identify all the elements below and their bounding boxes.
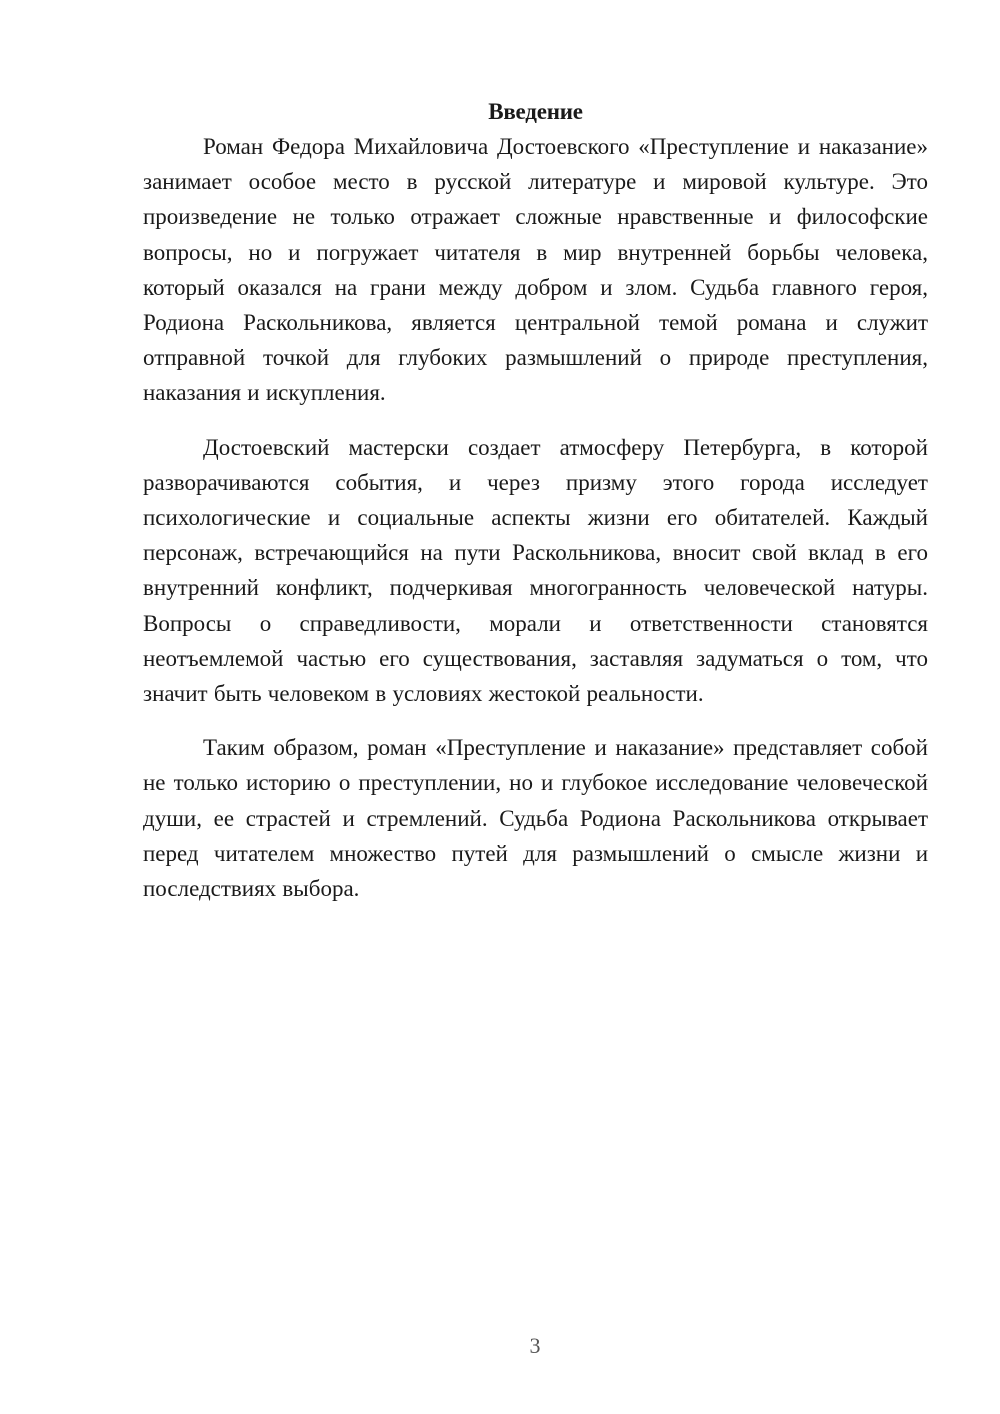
paragraph-3: Таким образом, роман «Преступление и наказание» представляет собой не только историю о преступлении, но и глубокое исследование человеческой души, ее страстей и стремлений. Судьба Родиона Раскольникова открывает перед читателем множество путей для размышлений о смысле жизни и последствиях выбора. bbox=[143, 735, 928, 902]
section-heading: Введение bbox=[488, 99, 583, 124]
page-number: 3 bbox=[529, 1333, 541, 1358]
paragraph-1: Роман Федора Михайловича Достоевского «Преступление и наказание» занимает особое место в русской литературе и мировой культуре. Это произведение не только отражает сложные нравственные и философские вопросы, но и погружает читателя в мир внутренней борьбы человека, который оказался на грани между добром и злом. Судьба главного героя, Родиона Раскольникова, является центральной темой романа и служит отправной точкой для глубоких размышлений о природе преступления, наказания и искупления. bbox=[143, 134, 928, 406]
page-content bbox=[143, 94, 928, 906]
paragraph-2: Достоевский мастерски создает атмосферу Петербурга, в которой разворачиваются события, и через призму этого города исследует психологические и социальные аспекты жизни его обитателей. Каждый персонаж, встречающийся на пути Раскольникова, вносит свой вклад в его внутренний конфликт, подчеркивая многогранность человеческой натуры. Вопросы о справедливости, морали и ответственности становятся неотъемлемой частью его существования, заставляя задуматься о том, что значит быть человеком в условиях жестокой реальности. bbox=[143, 434, 928, 707]
